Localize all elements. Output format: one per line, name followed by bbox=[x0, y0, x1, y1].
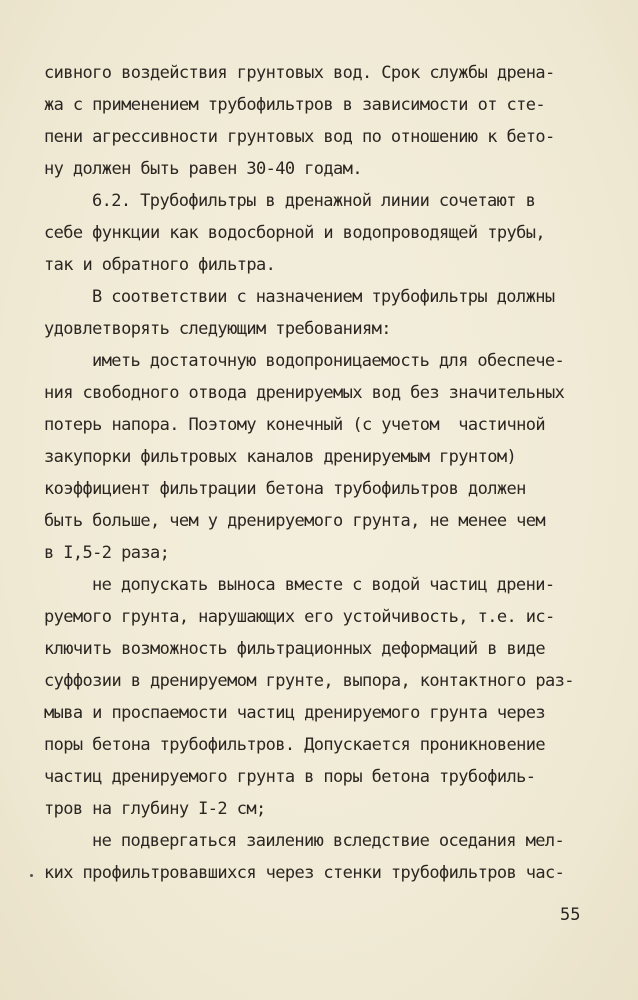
text-line: себе функции как водосборной и водопроводящей трубы, bbox=[44, 223, 546, 243]
text-line: сивного воздействия грунтовых вод. Срок службы дрена- bbox=[44, 63, 555, 83]
text-line: жа с применением трубофильтров в зависимости от сте- bbox=[44, 95, 546, 115]
text-line: потерь напора. Поэтому конечный (с учетом частичной bbox=[44, 415, 546, 435]
text-line: удовлетворять следующим требованиям: bbox=[44, 319, 391, 339]
text-line: закупорки фильтровых каналов дренируемым грунтом) bbox=[44, 447, 517, 467]
text-line: ну должен быть равен 30-40 годам. bbox=[44, 159, 362, 179]
text-line: ключить возможность фильтрационных деформаций в виде bbox=[44, 639, 546, 659]
text-line: не допускать выноса вместе с водой частиц дрени- bbox=[92, 575, 555, 595]
text-line: ких профильтровавшихся через стенки трубофильтров час- bbox=[44, 863, 565, 883]
text-line: ния свободного отвода дренируемых вод без значительных bbox=[44, 383, 565, 403]
text-line: суффозии в дренируемом грунте, выпора, контактного раз- bbox=[44, 671, 574, 691]
text-line: В соответствии с назначением трубофильтры должны bbox=[92, 287, 555, 307]
text-line: пени агрессивности грунтовых вод по отношению к бето- bbox=[44, 127, 555, 147]
text-line: коэффициент фильтрации бетона трубофильтров должен bbox=[44, 479, 526, 499]
text-line: мыва и проспаемости частиц дренируемого грунта через bbox=[44, 703, 546, 723]
text-line: быть больше, чем у дренируемого грунта, не менее чем bbox=[44, 511, 546, 531]
text-line: тров на глубину I-2 см; bbox=[44, 799, 266, 819]
text-line: частиц дренируемого грунта в поры бетона трубофиль- bbox=[44, 767, 536, 787]
text-line: 6.2. Трубофильтры в дренажной линии сочетают в bbox=[92, 191, 536, 211]
text-line: так и обратного фильтра. bbox=[44, 255, 276, 275]
text-line: иметь достаточную водопроницаемость для обеспече- bbox=[92, 351, 565, 371]
text-line: не подвергаться заилению вследствие оседания мел- bbox=[92, 831, 565, 851]
text-line: руемого грунта, нарушающих его устойчивость, т.е. ис- bbox=[44, 607, 555, 627]
margin-speck bbox=[30, 874, 33, 877]
text-line: в I,5-2 раза; bbox=[44, 543, 170, 563]
text-line: поры бетона трубофильтров. Допускается проникновение bbox=[44, 735, 546, 755]
page-number: 55 bbox=[560, 905, 581, 925]
